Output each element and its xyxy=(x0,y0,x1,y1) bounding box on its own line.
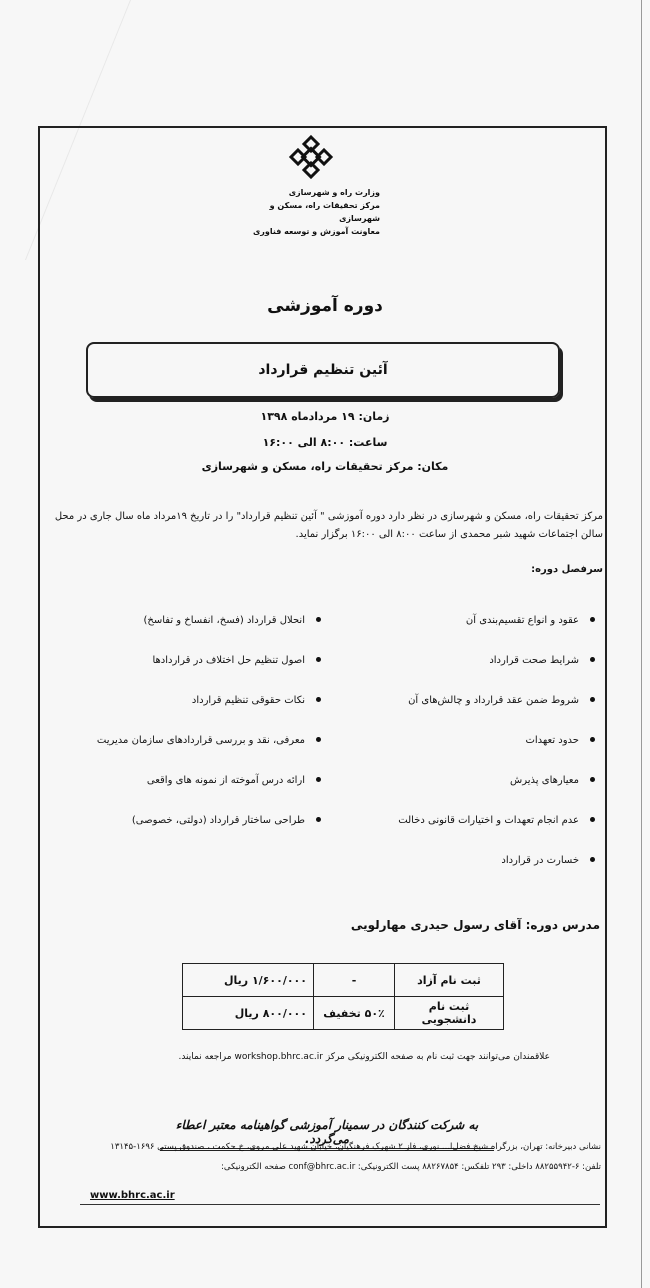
scan-edge xyxy=(641,0,642,1288)
bullet-icon xyxy=(590,697,595,702)
bullet-icon xyxy=(590,617,595,622)
course-title-box xyxy=(86,342,560,398)
bullet-icon xyxy=(590,777,595,782)
course-date: زمان: ۱۹ مردادماه ۱۳۹۸ xyxy=(260,410,390,423)
bullet-icon xyxy=(590,817,595,822)
secretariat-address: نشانی دبیرخانه: تهران، بزرگراه شیخ فضل‌ا... نوری، فاز ۲ شهرک فرهنگیان، خیابان شهید علی مروی، خ حکمت ، صندوق پستی ۱۶۹۶-۱۳۱۴۵ xyxy=(110,1142,601,1152)
organization-header xyxy=(230,186,380,238)
org-line-deputy: معاونت آموزش و توسعه فناوری xyxy=(252,227,380,236)
fee-discount-cell: ۵۰٪ تخفیف xyxy=(314,997,395,1030)
list-item: عدم انجام تعهدات و اختیارات قانونی دخالت xyxy=(330,814,595,854)
list-item: شروط ضمن عقد قرارداد و چالش‌های آن xyxy=(330,694,595,734)
org-line-ministry: وزارت راه و شهرسازی xyxy=(288,188,380,197)
syllabus-heading: سرفصل دوره: xyxy=(531,564,603,575)
syllabus-list-right xyxy=(330,614,595,894)
bullet-icon xyxy=(590,657,595,662)
bullet-icon xyxy=(316,817,321,822)
list-item: طراحی ساختار قرارداد (دولتی، خصوصی) xyxy=(56,814,321,854)
certificate-banner: به شرکت کنندگان در سمینار آموزشی گواهینامه معتبر اعطاء می‌گردد. xyxy=(160,1118,494,1151)
course-place: مکان: مرکز تحقیقات راه، مسکن و شهرسازی xyxy=(201,460,449,473)
instructor-line: مدرس دوره: آقای رسول حیدری مهارلویی xyxy=(350,918,600,932)
table-row xyxy=(183,964,504,997)
list-item: معرفی، نقد و بررسی قراردادهای سازمان مدیریت xyxy=(56,734,321,774)
list-item: انحلال قرارداد (فسخ، انفساخ و تفاسخ) xyxy=(56,614,321,654)
registration-note: علاقمندان می‌توانند جهت ثبت نام به صفحه الکترونیکی مرکز workshop.bhrc.ac.ir مراجعه نمایند. xyxy=(178,1052,550,1062)
org-line-center: مرکز تحقیقات راه، مسکن و شهرسازی xyxy=(269,201,380,223)
fee-price-cell: ۱/۶۰۰/۰۰۰ ریال xyxy=(183,964,314,997)
bullet-icon xyxy=(590,857,595,862)
course-title: آئین تنظیم قرارداد xyxy=(258,362,388,378)
list-item: حدود تعهدات xyxy=(330,734,595,774)
intro-paragraph: مرکز تحقیقات راه، مسکن و شهرسازی در نظر دارد دوره آموزشی " آئین تنظیم قرارداد" را در تاریخ ۱۹مرداد ماه سال جاری در محل سالن اجتماعات شهید شبر محمدی از ساعت ۸:۰۰ الی ۱۶:۰۰ برگزار نماید. xyxy=(54,511,603,540)
bullet-icon xyxy=(590,737,595,742)
list-item: اصول تنظیم حل اختلاف در قراردادها xyxy=(56,654,321,694)
list-item: نکات حقوقی تنظیم قرارداد xyxy=(56,694,321,734)
website-link[interactable]: www.bhrc.ac.ir xyxy=(90,1190,175,1201)
bullet-icon xyxy=(316,657,321,662)
fee-label-cell: ثبت نام دانشجویی xyxy=(395,997,504,1030)
course-time: ساعت: ۸:۰۰ الی ۱۶:۰۰ xyxy=(262,436,388,449)
fee-label-cell: ثبت نام آزاد xyxy=(395,964,504,997)
list-item: خسارت در قرارداد xyxy=(330,854,595,894)
syllabus-list-left xyxy=(56,614,321,854)
list-item: شرایط صحت قرارداد xyxy=(330,654,595,694)
bullet-icon xyxy=(316,777,321,782)
list-item: عقود و انواع تقسیم‌بندی آن xyxy=(330,614,595,654)
fee-price-cell: ۸۰۰/۰۰۰ ریال xyxy=(183,997,314,1030)
bullet-icon xyxy=(316,617,321,622)
course-type-heading: دوره آموزشی xyxy=(267,296,383,316)
bullet-icon xyxy=(316,737,321,742)
fee-discount-cell: - xyxy=(314,964,395,997)
fee-table xyxy=(182,963,504,1030)
bullet-icon xyxy=(316,697,321,702)
list-item: معیارهای پذیرش xyxy=(330,774,595,814)
contact-line: تلفن: ۶-۸۸۲۵۵۹۴۲ داخلی: ۲۹۳ تلفکس: ۸۸۲۶۷۸۵۴ پست الکترونیکی: conf@bhrc.ac.ir صفحه الکترونیکی: xyxy=(221,1162,601,1172)
bhrc-logo-icon xyxy=(288,134,334,180)
table-row xyxy=(183,997,504,1030)
footer-divider xyxy=(80,1204,600,1205)
list-item: ارائه درس آموخته از نمونه های واقعی xyxy=(56,774,321,814)
